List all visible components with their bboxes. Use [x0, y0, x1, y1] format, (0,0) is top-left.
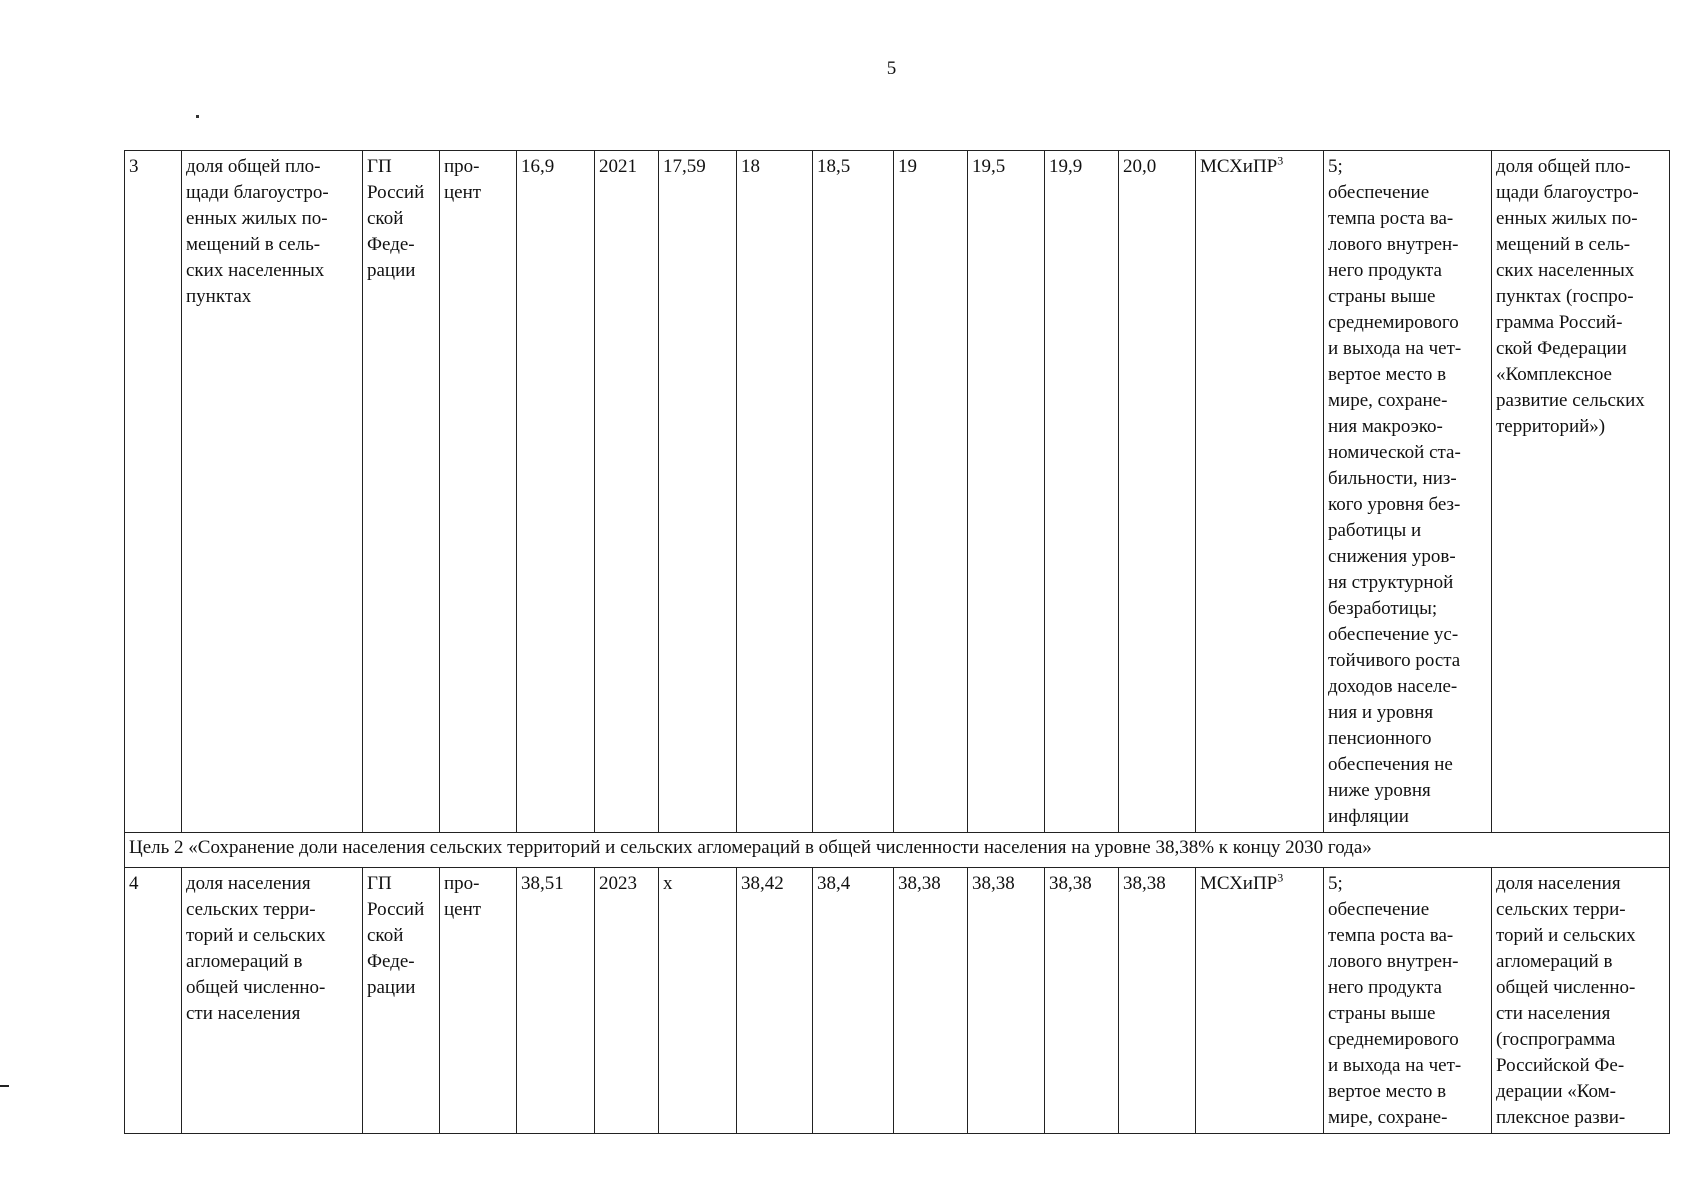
- base-year-cell: 2021: [595, 151, 659, 833]
- value-cell: 38,38: [1045, 868, 1119, 1134]
- base-year-cell: 2023: [595, 868, 659, 1134]
- footnote-mark: 3: [1277, 870, 1284, 885]
- page-number: 5: [886, 58, 897, 79]
- level-cell: ГП Россий ской Феде- рации: [363, 868, 440, 1134]
- value-cell: 38,38: [894, 868, 968, 1134]
- national-goal-link-cell: 5; обеспечение темпа роста ва- лового внутрен- него продукта страны выше среднемирового и выхода на чет- вертое место в мире, сохране- ния макроэко- номической ста- бильности, низ- кого уровня без- работицы и снижения уров- ня структурной безработицы; обеспечение ус- тойчивого роста доходов населе- ния и уровня пенсионного обеспечения не ниже уровня инфляции: [1324, 151, 1492, 833]
- indicators-table: [124, 150, 1670, 1134]
- goal-cell: Цель 2 «Сохранение доли населения сельских территорий и сельских агломераций в общей численности населения на уровне 38,38% к концу 2030 года»: [125, 833, 1670, 868]
- national-goal-link-cell: 5; обеспечение темпа роста ва- лового внутрен- него продукта страны выше среднемирового и выхода на чет- вертое место в мире, сохране-: [1324, 868, 1492, 1134]
- responsible-text: МСХиПР: [1200, 156, 1278, 177]
- margin-mark: [0, 1085, 9, 1087]
- value-cell: 19: [894, 151, 968, 833]
- unit-cell: про- цент: [440, 868, 517, 1134]
- value-cell: 20,0: [1119, 151, 1196, 833]
- value-cell: 19,5: [968, 151, 1045, 833]
- table-row: [125, 151, 1670, 833]
- source-cell: доля населения сельских терри- торий и сельских агломераций в общей численно- сти населения (госпрограмма Российской Фе- дерации «Ком- плексное разви-: [1492, 868, 1670, 1134]
- responsible-cell: [1196, 868, 1324, 1134]
- scan-dot: [196, 115, 199, 118]
- source-cell: доля общей пло- щади благоустро- енных жилых по- мещений в сель- ских населенных пунктах (госпро- грамма Россий- ской Федерации «Комплексное развитие сельских территорий»): [1492, 151, 1670, 833]
- value-cell: 18,5: [813, 151, 894, 833]
- level-cell: ГП Россий ской Феде- рации: [363, 151, 440, 833]
- base-value-cell: 16,9: [517, 151, 595, 833]
- responsible-cell: [1196, 151, 1324, 833]
- value-cell: 17,59: [659, 151, 737, 833]
- value-cell: 19,9: [1045, 151, 1119, 833]
- responsible-text: МСХиПР: [1200, 873, 1278, 894]
- base-value-cell: 38,51: [517, 868, 595, 1134]
- value-cell: 38,42: [737, 868, 813, 1134]
- indicator-name-cell: доля общей пло- щади благоустро- енных жилых по- мещений в сель- ских населенных пунктах: [182, 151, 363, 833]
- unit-cell: про- цент: [440, 151, 517, 833]
- footnote-mark: 3: [1277, 153, 1284, 168]
- value-cell: 38,38: [1119, 868, 1196, 1134]
- value-cell: 38,38: [968, 868, 1045, 1134]
- table-row: [125, 868, 1670, 1134]
- value-cell: х: [659, 868, 737, 1134]
- value-cell: 38,4: [813, 868, 894, 1134]
- indicator-name-cell: доля населения сельских терри- торий и сельских агломераций в общей численно- сти населения: [182, 868, 363, 1134]
- row-number-cell: 3: [125, 151, 182, 833]
- row-number-cell: 4: [125, 868, 182, 1134]
- goal-row: [125, 833, 1670, 868]
- value-cell: 18: [737, 151, 813, 833]
